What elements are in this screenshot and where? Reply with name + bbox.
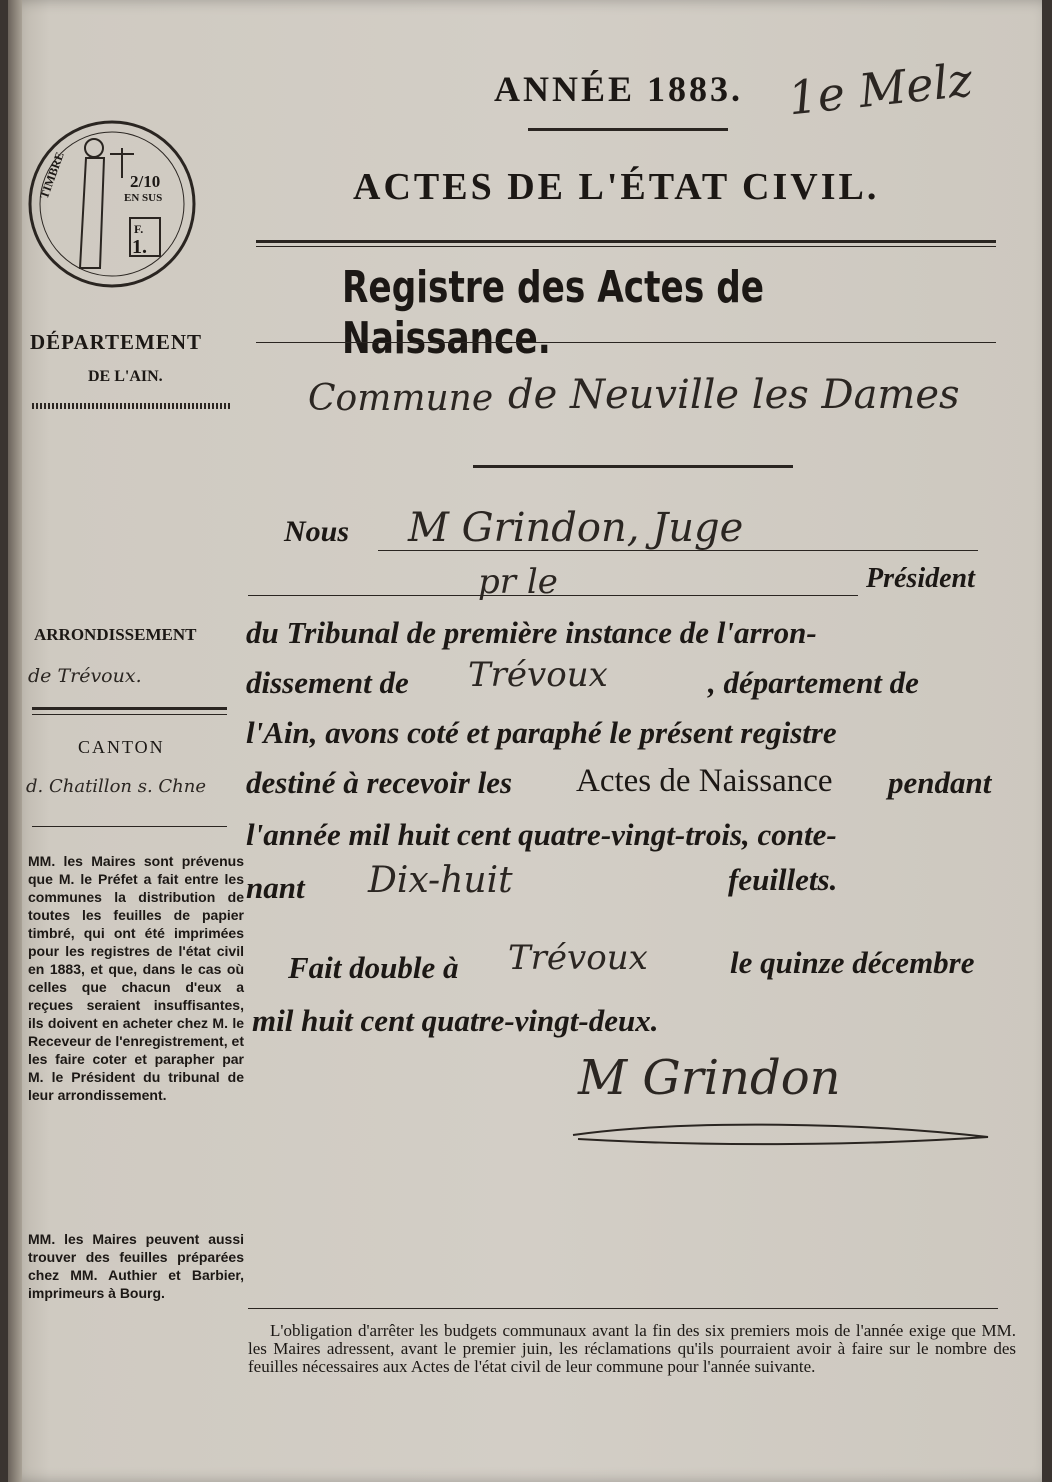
body-line-departement: , département de bbox=[708, 665, 919, 700]
footer-note: L'obligation d'arrêter les budgets communaux avant la fin des six premiers mois de l'année exige que MM. les Maires adressent, avant le premier juin, les réclamations qu'ils pourraient avoir à faire sur le nombre des feuilles nécessaires aux Actes de l'état civil de leur commune pour l'année suivante. bbox=[248, 1321, 1016, 1376]
body-fait-lieu: Trévoux bbox=[508, 938, 648, 978]
binding-spine bbox=[8, 0, 22, 1482]
register-underline bbox=[256, 342, 996, 343]
body-actes-naissance: Actes de Naissance bbox=[576, 763, 833, 799]
body-line-ain: l'Ain, avons coté et paraphé le présent registre bbox=[246, 715, 837, 750]
tax-stamp bbox=[26, 118, 198, 290]
judge-signature: M Grindon bbox=[578, 1050, 841, 1106]
commune-ornament-rule bbox=[473, 465, 793, 468]
body-line-tribunal: du Tribunal de première instance de l'arron- bbox=[246, 615, 817, 650]
stamp-seal-icon bbox=[26, 118, 198, 290]
arrondissement-title: ARRONDISSEMENT bbox=[34, 625, 197, 644]
body-nous: Nous bbox=[284, 515, 350, 548]
header-ornament-rule bbox=[528, 128, 728, 131]
arrondissement-rule bbox=[32, 707, 227, 710]
stamp-ensus: EN SUS bbox=[124, 192, 163, 204]
arrondissement-value: de Trévoux. bbox=[28, 665, 142, 687]
register-title: Registre des Actes de Naissance. bbox=[342, 262, 765, 364]
body-year-deux: mil huit cent quatre-vingt-deux. bbox=[252, 1003, 659, 1038]
canton-rule bbox=[32, 826, 227, 827]
body-feuillets: feuillets. bbox=[728, 862, 838, 897]
body-judge-role: pr le bbox=[478, 562, 558, 602]
body-pendant: pendant bbox=[888, 765, 992, 800]
department-value: DE L'AIN. bbox=[88, 368, 163, 385]
sidebar-note-timbre: MM. les Maires sont prévenus que M. le Préfet a fait entre les communes la distribution de toutes les feuilles de papier timbré, qui ont été imprimées pour les registres de l'état civil en 1883, et que, dans le cas où celles que chacun d'eux a reçues seraient insuffisantes, ils doivent en acheter chez M. le Receveur de l'enregistrement, et les faire coter et parapher par M. le Président du tribunal de leur arrondissement. bbox=[28, 853, 244, 1103]
body-arrondissement-value: Trévoux bbox=[468, 655, 608, 695]
year-heading: ANNÉE 1883. bbox=[494, 69, 744, 109]
body-line-destine: destiné à recevoir les bbox=[246, 765, 513, 800]
department-wavy-rule bbox=[32, 403, 232, 409]
canton-title: CANTON bbox=[78, 737, 165, 757]
register-page bbox=[8, 0, 1042, 1482]
canton-value: d. Chatillon s. Chne bbox=[26, 776, 207, 797]
double-rule-top bbox=[256, 240, 996, 243]
commune-value: de Neuville les Dames bbox=[508, 372, 960, 418]
body-date: le quinze décembre bbox=[730, 945, 975, 980]
sidebar-note-feuilles: MM. les Maires peuvent aussi trouver des feuilles préparées chez MM. Authier et Barbier, imprimeurs à Bourg. bbox=[28, 1231, 244, 1301]
body-fait-double: Fait double à bbox=[288, 950, 459, 985]
stamp-word: TIMBRE bbox=[36, 150, 67, 201]
body-feuillets-count: Dix-huit bbox=[368, 860, 513, 901]
body-judge-name: M Grindon, Juge bbox=[408, 505, 744, 551]
double-rule-bottom bbox=[256, 246, 996, 247]
department-title: DÉPARTEMENT bbox=[30, 330, 203, 354]
commune-label: Commune bbox=[308, 378, 494, 419]
signature-flourish bbox=[568, 1115, 998, 1155]
footer-rule bbox=[248, 1308, 998, 1309]
body-line-arrondissement: dissement de bbox=[246, 665, 409, 700]
body-line-annee: l'année mil huit cent quatre-vingt-trois, conte- bbox=[246, 817, 837, 852]
role-line bbox=[248, 595, 858, 596]
acts-title: ACTES DE L'ÉTAT CIVIL. bbox=[353, 166, 880, 208]
stamp-franc: F. bbox=[134, 222, 144, 236]
judge-line bbox=[378, 550, 978, 551]
body-nant: nant bbox=[246, 870, 305, 905]
arrondissement-rule-2 bbox=[32, 714, 227, 715]
stamp-franc-num: 1. bbox=[132, 236, 147, 258]
stamp-price: 2/10 bbox=[130, 172, 161, 191]
year-annotation: 1e Melz bbox=[785, 52, 975, 126]
body-president: Président bbox=[866, 563, 975, 594]
